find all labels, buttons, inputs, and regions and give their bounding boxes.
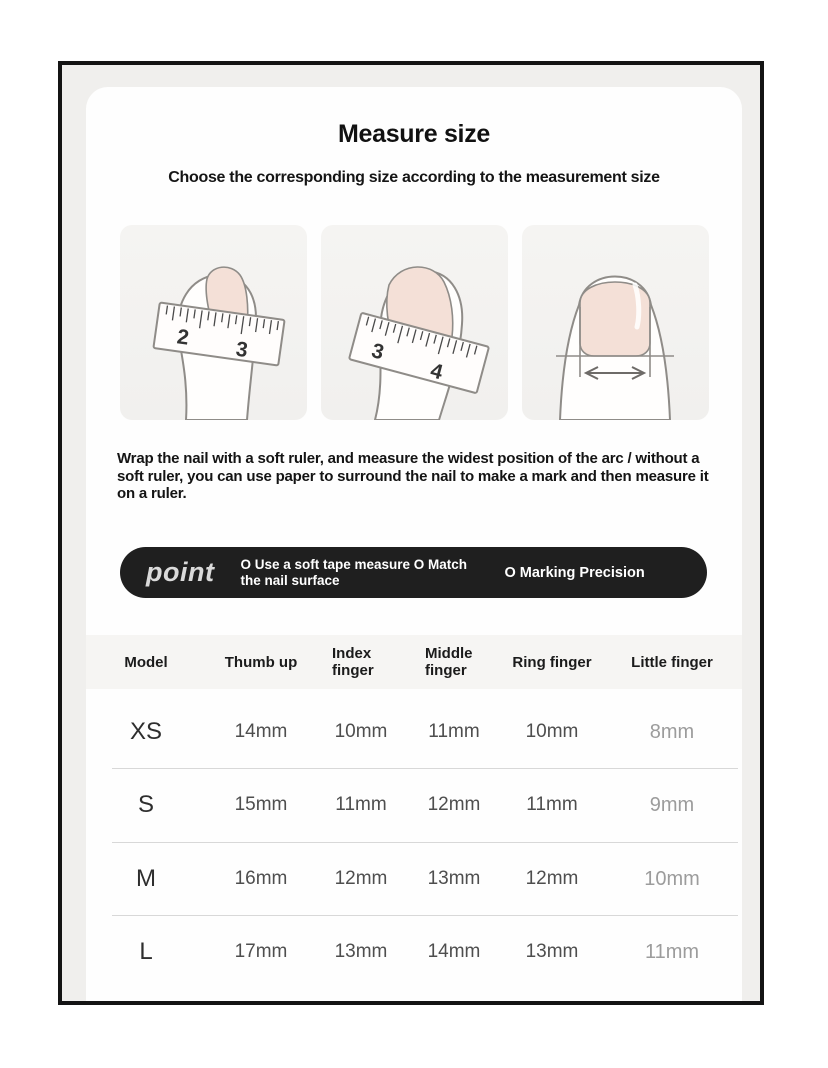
column-header-thumb: Thumb up <box>224 653 298 671</box>
measure-size-card <box>86 87 742 1001</box>
column-header-index: Index finger <box>332 645 374 679</box>
size-value: 16mm <box>234 868 288 889</box>
image-frame <box>58 61 764 1005</box>
illustration-wrap-ruler <box>120 225 307 420</box>
illustration-row <box>120 225 709 420</box>
page-title: Measure size <box>337 120 491 148</box>
point-tip-2: O Marking Precision <box>504 564 645 581</box>
size-value: 10mm <box>334 721 388 742</box>
table-row-xs <box>86 704 742 760</box>
model-label: S <box>137 791 154 818</box>
model-label: L <box>139 938 153 965</box>
illustration-nail-width <box>522 225 709 420</box>
size-value: 15mm <box>234 794 288 815</box>
size-value: 13mm <box>525 941 579 962</box>
point-tip-1: O Use a soft tape measure O Match the nail surface <box>240 556 468 588</box>
tape-number: 3 <box>369 339 387 365</box>
size-value: 9mm <box>649 793 695 816</box>
column-header-model: Model <box>124 653 168 671</box>
row-divider <box>112 915 738 916</box>
size-value: 11mm <box>428 721 480 742</box>
size-table-header <box>86 635 742 689</box>
tape-number: 3 <box>234 337 250 363</box>
size-value: 12mm <box>525 868 579 889</box>
tape-number: 2 <box>175 325 191 350</box>
size-value: 11mm <box>644 940 700 963</box>
point-label: point <box>146 557 215 587</box>
illustration-measure-arc <box>321 225 508 420</box>
model-label: M <box>136 865 156 892</box>
point-banner <box>120 547 707 598</box>
column-header-middle: Middle finger <box>425 645 473 679</box>
row-divider <box>112 842 738 843</box>
measure-instructions: Wrap the nail with a soft ruler, and measure the widest position of the arc / without a soft ruler, you can use paper to surround the nail to make a mark and then measure it on a ruler. <box>117 450 709 502</box>
finger-wrapped-with-soft-ruler-icon <box>120 225 307 420</box>
size-value: 11mm <box>335 794 387 815</box>
soft-ruler-at-nail-arc-icon <box>321 225 508 420</box>
table-row-s <box>86 777 742 833</box>
page-subtitle: Choose the corresponding size according to the measurement size <box>168 169 660 186</box>
size-value: 14mm <box>427 941 481 962</box>
nail-width-double-arrow-icon <box>522 225 709 420</box>
size-value: 10mm <box>525 721 579 742</box>
size-value: 13mm <box>334 941 388 962</box>
table-row-l <box>86 924 742 980</box>
size-value: 13mm <box>427 868 481 889</box>
size-value: 12mm <box>427 794 481 815</box>
size-value: 11mm <box>526 794 578 815</box>
row-divider <box>112 768 738 769</box>
size-value: 12mm <box>334 868 388 889</box>
column-header-ring: Ring finger <box>512 653 592 671</box>
column-header-little: Little finger <box>631 653 713 671</box>
size-value: 14mm <box>234 721 288 742</box>
model-label: XS <box>129 718 162 745</box>
size-value: 10mm <box>644 867 700 890</box>
size-value: 8mm <box>649 720 695 743</box>
size-value: 17mm <box>234 941 288 962</box>
tape-number: 4 <box>427 359 446 385</box>
table-row-m <box>86 851 742 907</box>
